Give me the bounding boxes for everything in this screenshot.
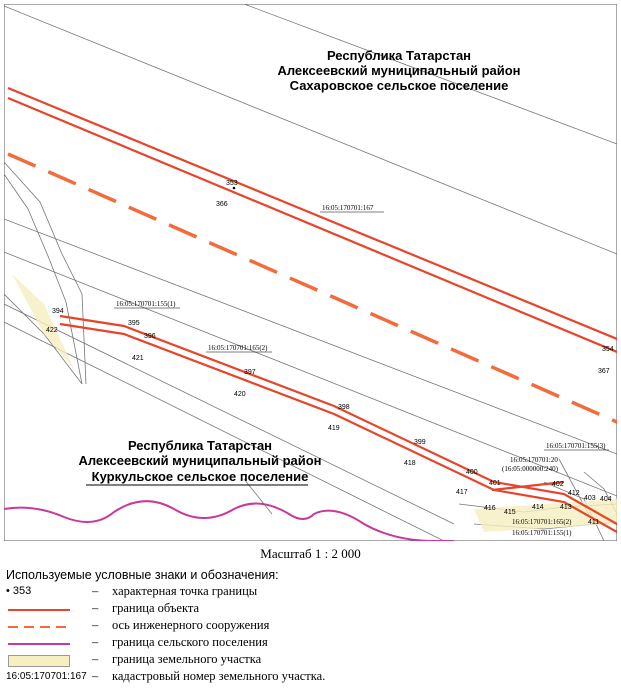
point-label: 367 — [598, 368, 610, 375]
point-label: 402 — [552, 481, 564, 488]
point-label: 414 — [532, 504, 544, 511]
point-label: 420 — [234, 391, 246, 398]
legend-item-structure-axis — [6, 618, 616, 635]
cadastral-label: 16:05:170701:165(2) — [208, 344, 268, 352]
legend-dash: – — [92, 601, 99, 615]
point-label: 412 — [568, 490, 580, 497]
point-label: 397 — [244, 369, 256, 376]
legend-label: граница сельского поселения — [112, 635, 268, 649]
legend-dash: – — [92, 618, 99, 632]
legend-structure-axis-symbol — [6, 618, 99, 635]
point-label: 401 — [489, 480, 501, 487]
region-title-1-line3: Сахаровское сельское поселение — [289, 78, 509, 93]
legend-label: кадастровый номер земельного участка. — [112, 669, 326, 683]
point-label: 395 — [128, 320, 140, 327]
legend-cadastral-symbol: 16:05:170701:167 — [6, 671, 87, 682]
legend-dash: – — [92, 652, 99, 666]
region-title-1-line1: Республика Татарстан — [326, 48, 472, 63]
legend-item-object-boundary — [6, 601, 616, 618]
legend-label: граница объекта — [112, 601, 200, 615]
point-label: 404 — [600, 496, 612, 503]
point-label: 418 — [404, 460, 416, 467]
map-drawing — [4, 4, 617, 541]
cadastral-label: 16:05:170701:165(2) — [512, 518, 572, 526]
point-label: 400 — [466, 469, 478, 476]
point-label: 419 — [328, 425, 340, 432]
legend-label: граница земельного участка — [112, 652, 262, 666]
legend-title: Используемые условные знаки и обозначения: — [6, 568, 279, 582]
legend-dash: – — [92, 669, 99, 683]
cadastral-label: 16:05:170701:155(3) — [546, 442, 606, 450]
map-canvas[interactable] — [4, 4, 617, 541]
cadastral-label: 16:05:170701:167 — [322, 204, 374, 212]
legend-parcel-boundary-symbol — [6, 652, 99, 669]
point-label: 411 — [588, 519, 600, 526]
legend-dash: – — [92, 635, 99, 649]
cadastral-label: (16:05:000000:240) — [502, 465, 558, 473]
point-label: 354 — [602, 346, 614, 353]
legend-dash: – — [92, 584, 99, 598]
point-label: 416 — [484, 505, 496, 512]
point-label: 403 — [584, 495, 596, 502]
region-title-2-line2: Алексеевский муниципальный район — [78, 453, 322, 468]
legend-item-cadastral-number — [6, 669, 616, 686]
cadastral-label: 16:05:170701:20 — [510, 456, 558, 464]
region-title-1-line2: Алексеевский муниципальный район — [277, 63, 521, 78]
cadastral-label: 16:05:170701:155(1) — [116, 300, 176, 308]
point-label: 399 — [414, 439, 426, 446]
point-label: 396 — [144, 333, 156, 340]
legend-item-parcel-boundary — [6, 652, 616, 669]
point-label: 422 — [46, 327, 58, 334]
legend-settlement-boundary-symbol — [6, 635, 99, 652]
cadastral-label: 16:05:170701:155(1) — [512, 529, 572, 537]
point-label: 398 — [338, 404, 350, 411]
region-title-2-line3: Куркульское сельское поселение — [91, 469, 309, 484]
point-label: 413 — [560, 504, 572, 511]
point-label: 353 — [226, 180, 238, 187]
point-label: 417 — [456, 489, 468, 496]
point-label: 366 — [216, 201, 228, 208]
map-scale: Масштаб 1 : 2 000 — [260, 546, 361, 561]
legend-label: ось инженерного сооружения — [112, 618, 270, 632]
region-title-2-line1: Республика Татарстан — [127, 438, 273, 453]
legend-object-boundary-symbol — [6, 601, 99, 618]
legend-label: характерная точка границы — [112, 584, 258, 598]
point-label: 415 — [504, 509, 516, 516]
point-label: 421 — [132, 355, 144, 362]
point-label: 394 — [52, 308, 64, 315]
legend-item-point — [6, 584, 616, 601]
legend — [6, 568, 616, 686]
legend-item-settlement-boundary — [6, 635, 616, 652]
legend-point-symbol: • 353 — [6, 585, 32, 597]
